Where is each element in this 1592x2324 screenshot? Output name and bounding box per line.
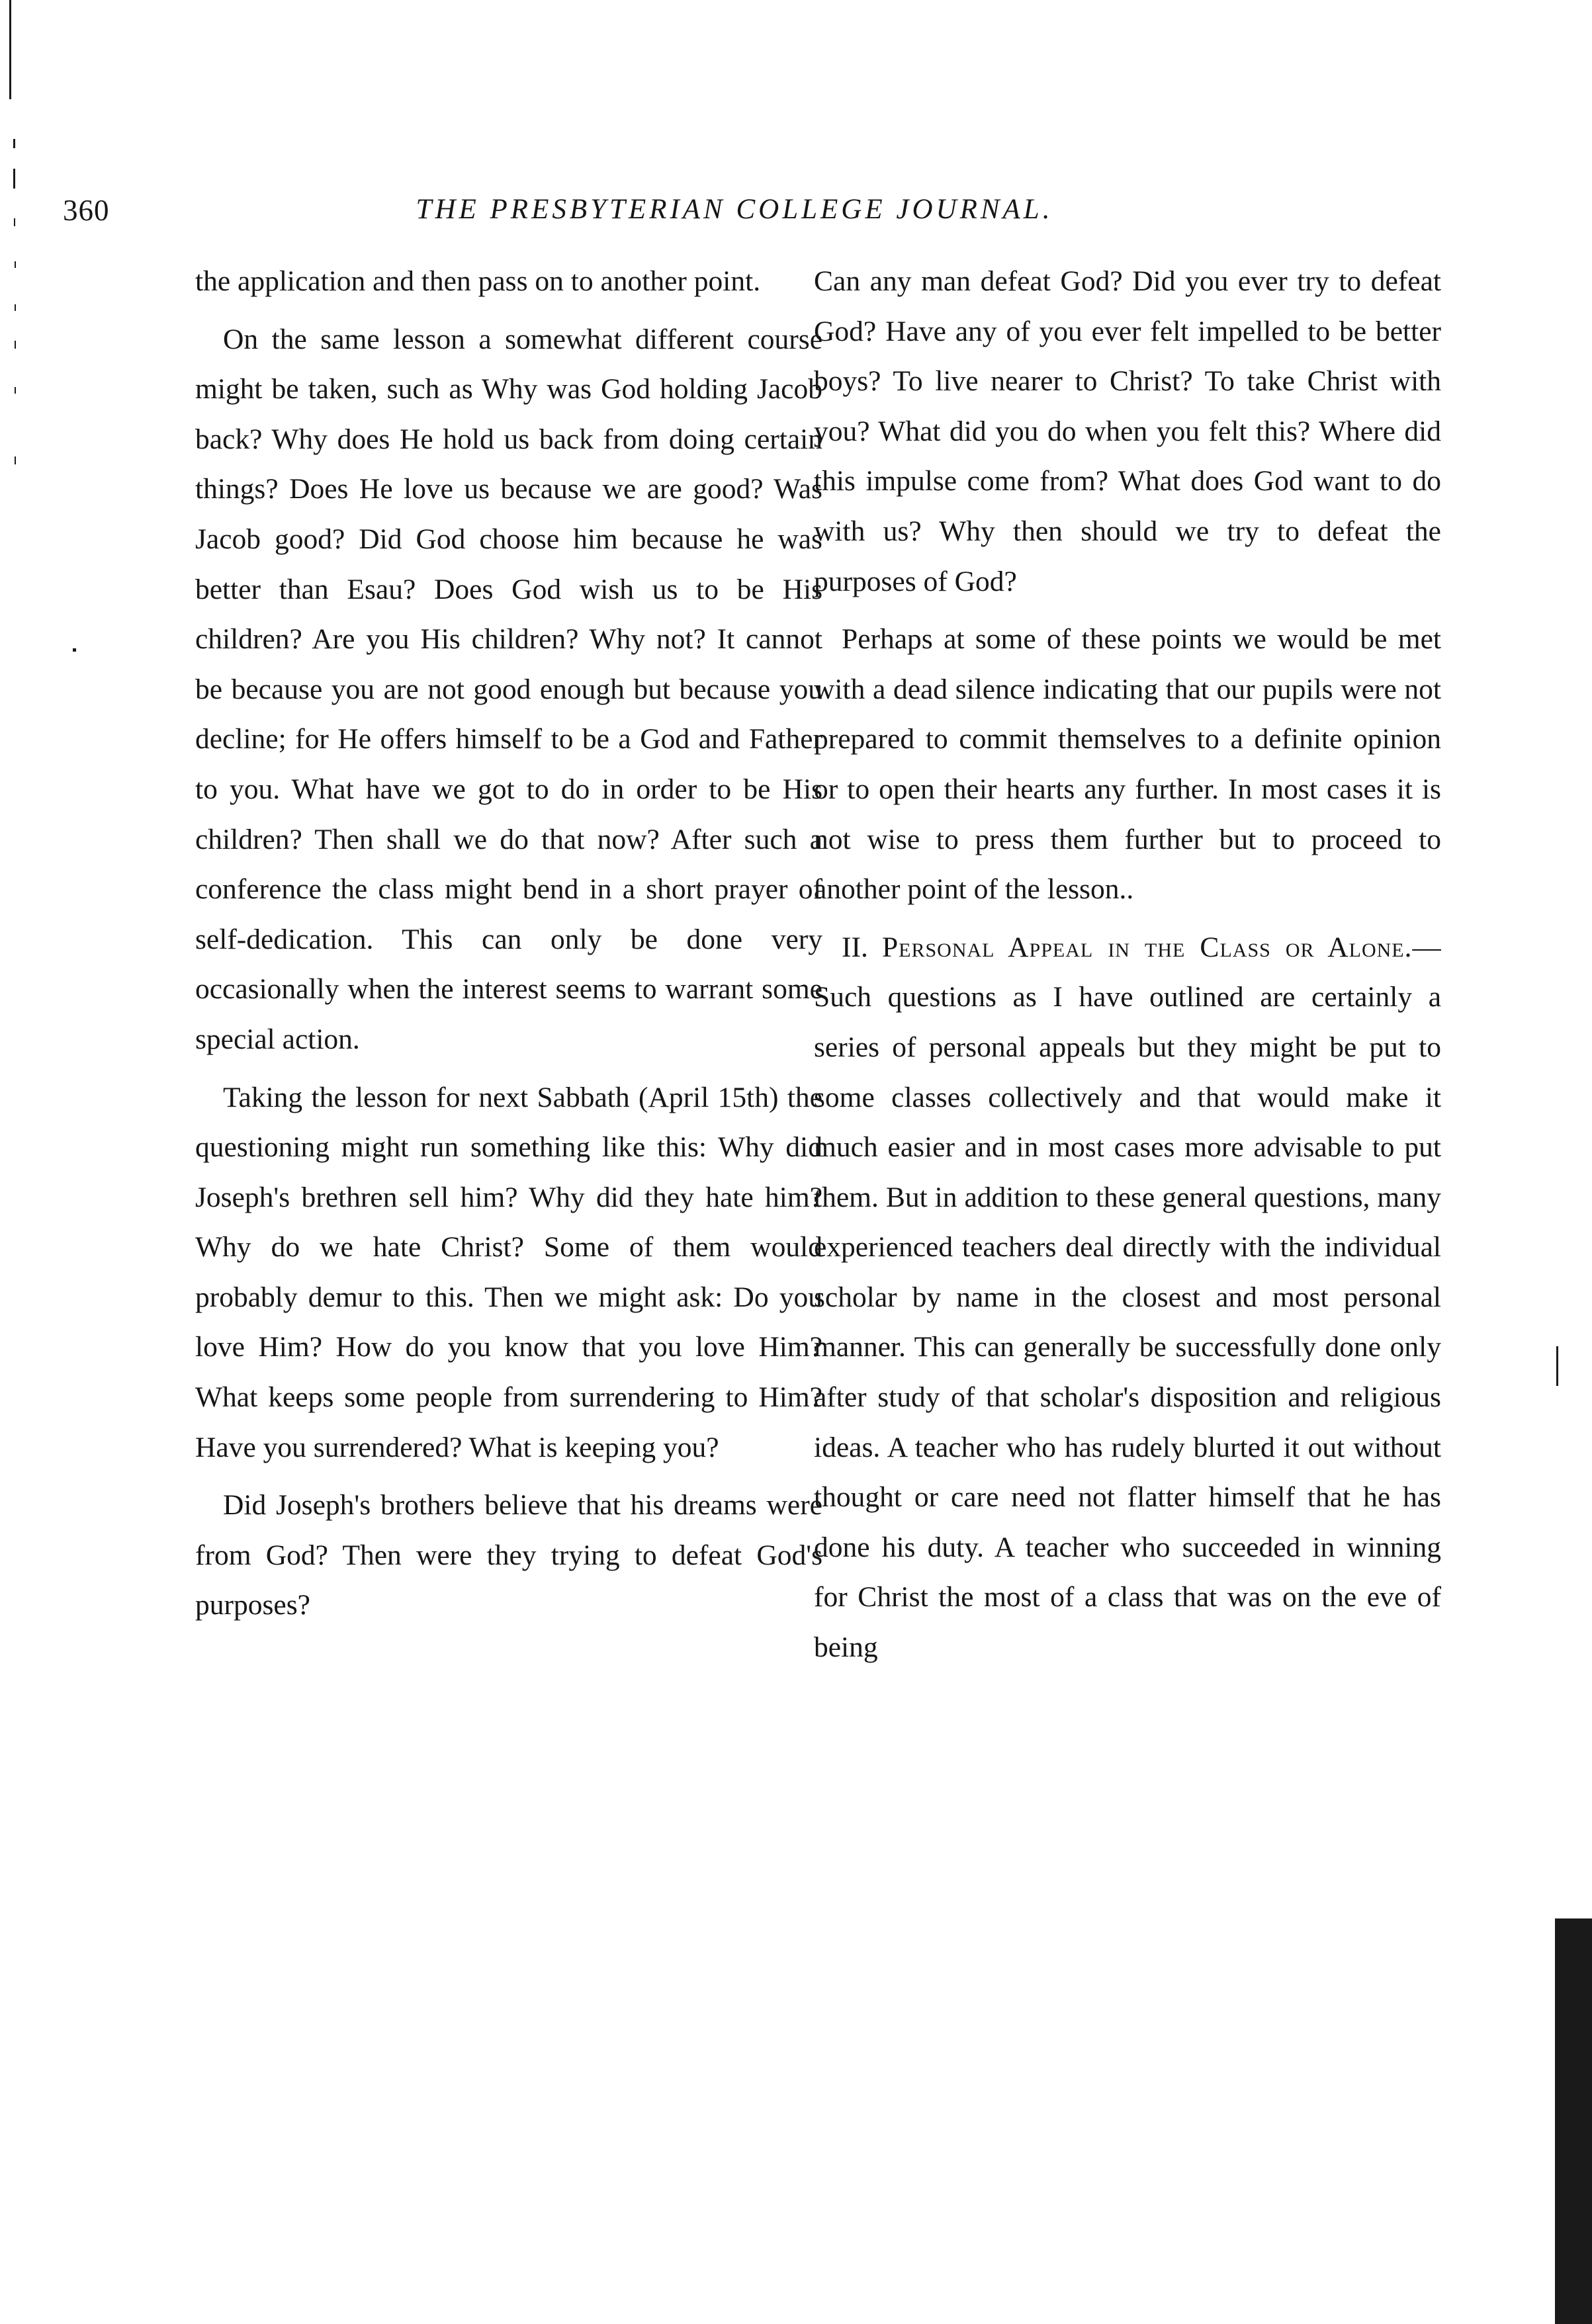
scan-speck: [15, 261, 16, 268]
scan-binding-shadow: [1555, 1918, 1592, 2324]
scan-speck: [15, 387, 16, 394]
journal-title: THE PRESBYTERIAN COLLEGE JOURNAL.: [416, 194, 1053, 225]
paragraph: the application and then pass on to another point.: [195, 265, 761, 297]
section-numeral: II.: [842, 931, 868, 963]
scan-speck: [13, 139, 15, 148]
paragraph: Taking the lesson for next Sabbath (April 15th) the questioning might run something like this: Why did Joseph's brethren sell him? Why did they hate him? Why do we hate Christ? Some of them would probably demur to this. Then we might ask: Do you love Him? How do you know that you love Him? What keeps some people from surrendering to Him? Have you surrendered? What is keeping you?: [195, 1081, 822, 1463]
scan-speck: [13, 169, 15, 189]
page-number: 360: [63, 194, 110, 227]
left-column: [195, 257, 822, 2096]
paragraph: Did Joseph's brothers believe that his dreams were from God? Then were they trying to defeat God's purposes?: [195, 1489, 822, 1621]
scan-speck: [15, 456, 16, 464]
scan-edge-mark-left: [9, 0, 11, 99]
scan-speck: [15, 341, 16, 349]
section-paragraph: [814, 923, 1441, 1673]
running-head: [63, 193, 1406, 237]
section-body: —Such questions as I have outlined are certainly a series of personal appeals but they might be put to some classes collectively and that would make it much easier and in most cases more advisable to put them. But in addition to these general questions, many experienced teachers deal directly with the individual scholar by name in the closest and most personal manner. This can generally be successfully done only after study of that scholar's disposition and religious ideas. A teacher who has rudely blurted it out without thought or care need not flatter himself that he has done his duty. A teacher who succeeded in winning for Christ the most of a class that was on the eve of being: [814, 931, 1441, 1664]
scan-speck: [14, 218, 15, 226]
scan-edge-mark-right: [1556, 1346, 1558, 1386]
paragraph: On the same lesson a somewhat different course might be taken, such as Why was God holding Jacob back? Why does He hold us back from doing certain things? Does He love us because we are good? Was Jacob good? Did God choose him because he was better than Esau? Does God wish us to be His children? Are you His children? Why not? It cannot be because you are not good enough but because you decline; for He offers himself to be a God and Father to you. What have we got to do in order to be His children? Then shall we do that now? After such a conference the class might bend in a short prayer of self-dedication. This can only be done very occasionally when the interest seems to warrant some special action.: [195, 323, 822, 1055]
scan-speck: [15, 304, 16, 311]
section-heading: Personal Appeal in the Class or Alone.: [881, 931, 1413, 963]
right-column: [814, 257, 1441, 2096]
paragraph: Perhaps at some of these points we would be met with a dead silence indicating that our pupils were not prepared to commit themselves to a definite opinion or to open their hearts any further. In most cases it is not wise to press them further but to proceed to another point of the lesson..: [814, 623, 1441, 906]
paragraph: Can any man defeat God? Did you ever try to defeat God? Have any of you ever felt impelled to be better boys? To live nearer to Christ? To take Christ with you? What did you do when you felt this? Where did this impulse come from? What does God want to do with us? Why then should we try to defeat the purposes of God?: [814, 265, 1441, 597]
scan-speck: [73, 648, 76, 652]
